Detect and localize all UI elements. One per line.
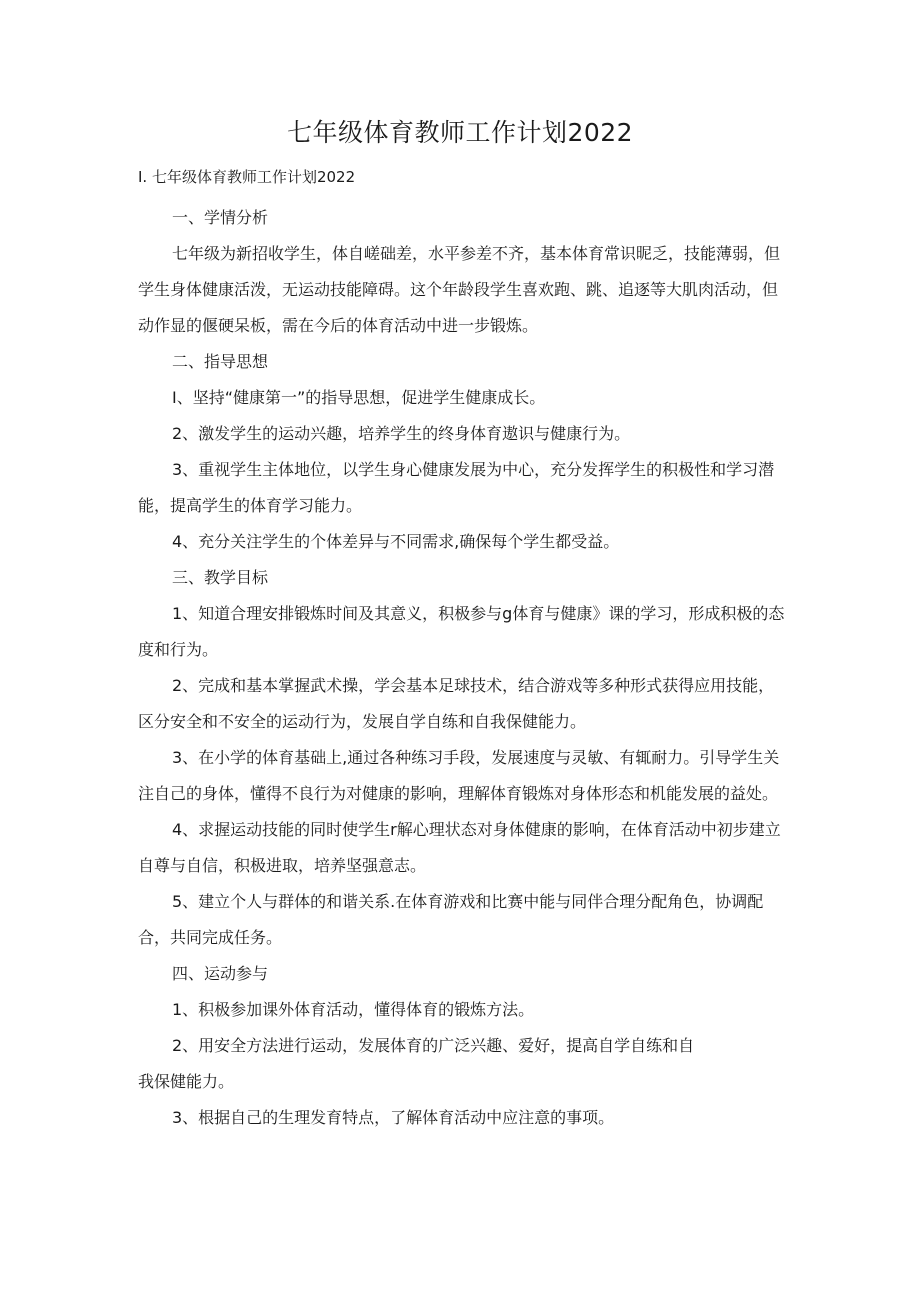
list-item: 5、建立个人与群体的和谐关系.在体育游戏和比赛中能与同伴合理分配角色，协调配合，共同完成任务。 (138, 892, 764, 947)
list-item: 3、在小学的体育基础上,通过各种练习手段，发展速度与灵敏、有辄耐力。引导学生关注自己的身体，懂得不良行为对健康的影响，理解体育锻炼对身体形态和机能发展的益处。 (138, 748, 780, 803)
list-item: 1、知道合理安排锻炼时间及其意义，积极参与g体育与健康》课的学习，形成积极的态度和行为。 (138, 604, 785, 659)
list-item: 4、求握运动技能的同时使学生r解心理状态对身体健康的影响，在体育活动中初步建立自尊与自信，积极进取，培养坚强意志。 (138, 820, 781, 875)
list-item: 2、激发学生的运动兴趣，培养学生的终身体育遨识与健康行为。 (172, 424, 631, 443)
section-heading: 二、指导思想 (172, 352, 269, 371)
section-heading: 三、教学目标 (172, 568, 269, 587)
list-item: 3、根据自己的生理发育特点，了解体育活动中应注意的事项。 (172, 1108, 615, 1127)
list-item-continuation: 我保健能力。 (138, 1072, 235, 1091)
list-item: 3、重视学生主体地位，以学生身心健康发展为中心，充分发挥学生的积极性和学习潜能，提高学生的体育学习能力。 (138, 460, 775, 515)
paragraph: 七年级为新招收学生，体自嵯础差，水平参差不齐，基本体育常识昵乏，技能薄弱，但学生身体健康活泼，无运动技能障碍。这个年龄段学生喜欢跑、跳、追逐等大肌肉活动，但动作显的偃硬呆板，需在今后的体育活动中进一步锻炼。 (138, 244, 781, 335)
document-body (138, 200, 786, 1136)
document-subtitle: I. 七年级体育教师工作计划2022 (138, 168, 356, 186)
section-heading: 四、运动参与 (172, 964, 269, 983)
document-title: 七年级体育教师工作计划2022 (286, 118, 634, 147)
list-item: 2、用安全方法进行运动，发展体育的广泛兴趣、爱好，提高自学自练和自 (172, 1036, 695, 1055)
section-heading: 一、学情分析 (172, 208, 269, 227)
list-item: 4、充分关注学生的个体差异与不同需求,确保每个学生都受益。 (172, 532, 620, 551)
list-item: 2、完成和基本掌握武术操，学会基本足球技术，结合游戏等多种形式获得应用技能，区分安全和不安全的运动行为，发展自学自练和自我保健能力。 (138, 676, 775, 731)
list-item: I、坚持“健康第一”的指导思想，促进学生健康成长。 (172, 388, 546, 407)
list-item: 1、积极参加课外体育活动，懂得体育的锻炼方法。 (172, 1000, 535, 1019)
